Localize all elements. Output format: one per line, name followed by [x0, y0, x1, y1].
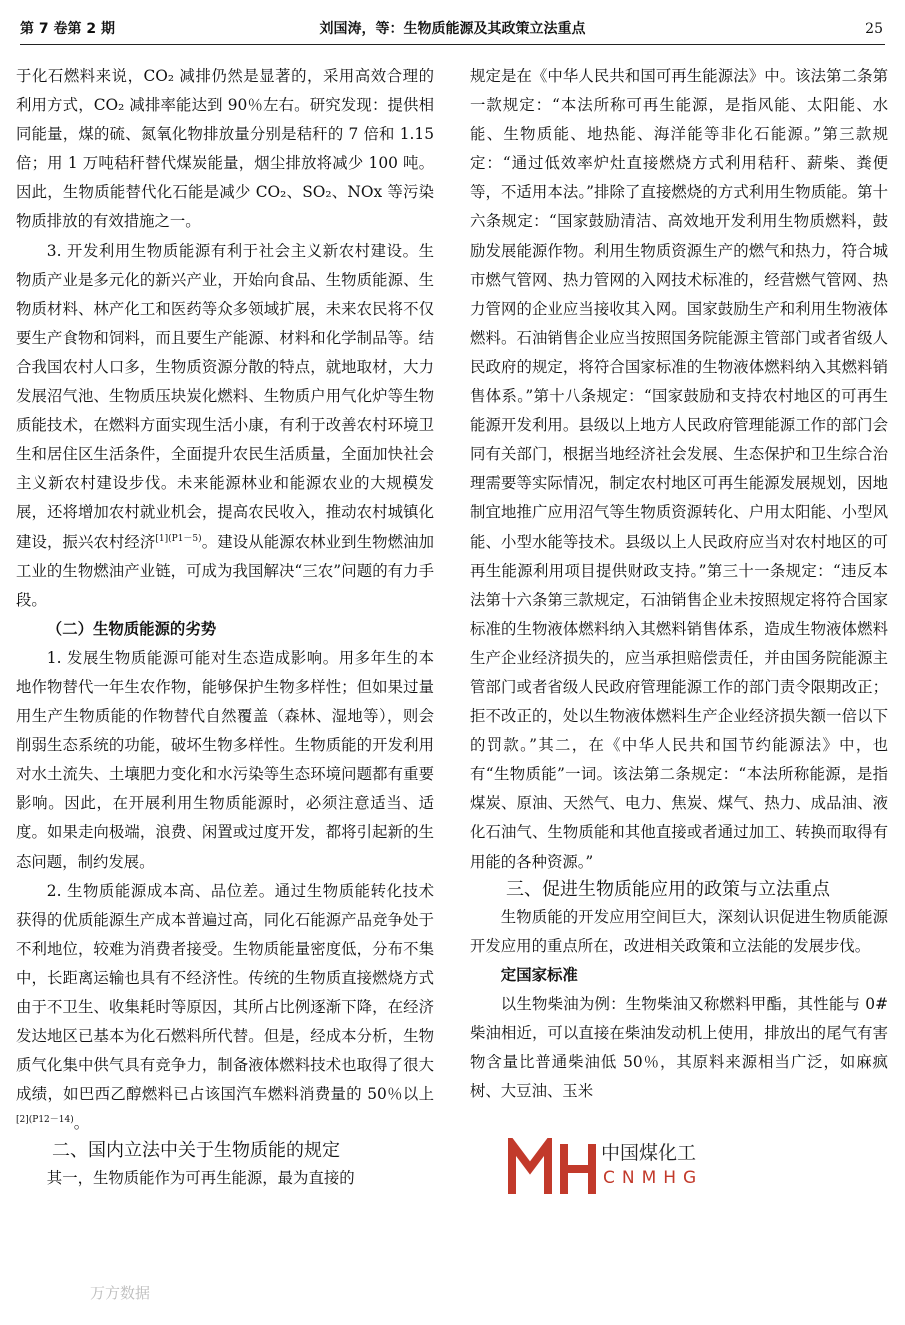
paragraph-text: 生物质能的开发应用空间巨大，深刻认识促进生物质能源开发应用的重点所在，改进相关政策和立法	[470, 907, 888, 955]
citation: [2](P12－14)	[16, 1115, 74, 1126]
paragraph-co2-reduction: 于化石燃料来说，CO₂ 减排仍然是显著的，采用高效合理的利用方式，CO₂ 减排率能达到 90％左右。研究发现：提供相同能量，煤的硫、氮氧化物排放量分别是秸秆的 7 倍和 1.15 倍；用 1 万吨秸秆替代煤炭能量，烟尘排放将减少 100 吨。因此，生物质能替代化石能是减少 CO₂、SO₂、NOx 等污染物质排放的有效措施之一。	[16, 67, 434, 231]
cnmhg-watermark	[506, 1138, 766, 1198]
left-column	[16, 62, 434, 1194]
running-title: 刘国涛，等：生物质能源及其政策立法重点	[319, 21, 586, 37]
page-number: 25	[865, 21, 883, 37]
paragraph-renewable-energy-law: 规定是在《中华人民共和国可再生能源法》中。该法第二条第一款规定：“本法所称可再生能源，是指风能、太阳能、水能、生物质能、地热能、海洋能等非化石能源。”第三款规定：“通过低效率炉灶直接燃烧方式利用秸秆、薪柴、粪便等，不适用本法。”排除了直接燃烧的方式利用生物质能。第十六条规定：“国家鼓励清洁、高效地开发利用生物质燃料，鼓励发展能源作物。利用生物质资源生产的燃气和热力，符合城市燃气管网、热力管网的入网技术标准的，经营燃气管网、热力管网的企业应当接收其入网。国家鼓励生产和利用生物液体燃料。石油销售企业应当按照国务院能源主管部门或者省级人民政府的规定，将符合国家标准的生物液体燃料纳入其燃料销售体系。”第十八条规定：“国家鼓励和支持农村地区的可再生能源开发利用。县级以上地方人民政府管理能源工作的部门会同有关部门，根据当地经济社会发展、生态保护和卫生综合治理需要等实际情况，制定农村地区可再生能源发展规划，因地制宜地推广应用沼气等生物质资源转化、户用太阳能、小型风能、小型水能等技术。县级以上人民政府应当对农村地区的可再生能源利用项目提供财政支持。”第三十一条规定：“违反本法第十六条第三款规定，石油销售企业未按照规定将符合国家标准的生物液体燃料纳入其燃料销售体系，造成生物液体燃料生产企业经济损失的，应当承担赔偿责任，并由国务院能源主管部门或者省级人民政府管理能源工作的部门责令限期改正；拒不改正的，处以生物液体燃料生产企业经济损失额一倍以下的罚款。”其二，在《中华人民共和国节约能源法》中，也有“生物质能”一词。该法第二条规定：“本法所称能源，是指煤炭、原油、天然气、电力、焦炭、煤气、热力、成品油、液化石油气、生物质能和其他直接或者通过加工、转换而取得有用能的各种资源。”	[470, 67, 888, 871]
citation: [1](P1－5)	[155, 533, 202, 544]
watermark-brand-en: CNMHG	[603, 1168, 704, 1188]
right-column	[470, 62, 888, 1106]
paragraph-rural-construction	[16, 237, 434, 615]
paragraph-ecology-impact: 1. 发展生物质能源可能对生态造成影响。用多年生的本地作物替代一年生农作物，能够保护生物多样性；但如果过量用生产生物质能的作物替代自然覆盖（森林、湿地等），则会削弱生态系统的功能，破坏生物多样性。生物质能的开发利用对水土流失、土壤肥力变化和水污染等生态环境问题都有重要影响。因此，在开展利用生物质能源时，必须注意适当、适度。如果走向极端，浪费、闲置或过度开发，都将引起新的生态问题，制约发展。	[16, 648, 434, 871]
paragraph-law-intro: 其一，生物质能作为可再生能源，最为直接的	[46, 1169, 355, 1188]
wanfang-watermark: 万方数据	[90, 1284, 151, 1302]
paragraph-policy-intro	[470, 903, 888, 961]
watermark-brand-cn: 中国煤化工	[601, 1142, 697, 1164]
subheading-national-standard: 定国家标准	[500, 965, 578, 984]
cnmhg-logo-icon	[506, 1138, 598, 1196]
paragraph-cost	[16, 877, 434, 1139]
paragraph-text: 3. 开发利用生物质能源有利于社会主义新农村建设。生物质产业是多元化的新兴产业，开始向食品、生物质能源、生物质材料、林产化工和医药等众多领域扩展，未来农民将不仅要生产食物和饲料，而且要生产能源、材料和化学制品等。结合我国农村人口多，生物质资源分散的特点，就地取材，大力发展沼气池、生物质压块炭化燃料、生物质户用气化炉等生物质能技术，在燃料方面实现生活小康，有利于改善农村环境卫生和居住区生活条件，全面提升农民生活质量，全面加快社会主义新农村建设步伐。未来能源林业和能源农业的大规模发展，还将增加农村就业机会，提高农民收入，推动农村城镇化建设，振兴农村经济	[16, 241, 434, 551]
paragraph-text: 。	[73, 1114, 90, 1133]
paragraph-text: 2. 生物质能源成本高、品位差。通过生物质能转化技术获得的优质能源生产成本普遍过高，同化石能源产品竞争处于不利地位，较难为消费者接受。生物质能量密度低，分布不集中，长距离运输也具有不经济性。传统的生物质直接燃烧方式由于不卫生、收集耗时等原因，其所占比例逐渐下降，在经济发达地区已基本为化石燃料所代替。但是，经成本分析，生物质气化集中供气具有竞争力，制备液体燃料技术也取得了很大成绩，如巴西乙醇燃料已占该国汽车燃料消费量的 50％以上	[16, 881, 434, 1104]
paragraph-text: 。建设从能源农林业到生物燃油加工业的生物燃油产业链，可成为我国解决“三农”问题的有力手段。	[16, 532, 434, 609]
paragraph-text: 能的发展步伐。	[762, 936, 871, 955]
page-header	[20, 14, 885, 45]
section-heading-domestic-law: 二、国内立法中关于生物质能的规定	[52, 1140, 340, 1162]
paragraph-biodiesel: 以生物柴油为例：生物柴油又称燃料甲酯，其性能与 0# 柴油相近，可以直接在柴油发动机上使用，排放出的尾气有害物含量比普通柴油低 50％，其原料来源相当广泛，如麻疯树、大豆油、玉米	[470, 994, 888, 1101]
section-heading-policy: 三、促进生物质能应用的政策与立法重点	[506, 878, 830, 900]
journal-issue: 第 7 卷第 2 期	[20, 21, 115, 37]
subheading-disadvantages: （二）生物质能源的劣势	[46, 619, 217, 638]
